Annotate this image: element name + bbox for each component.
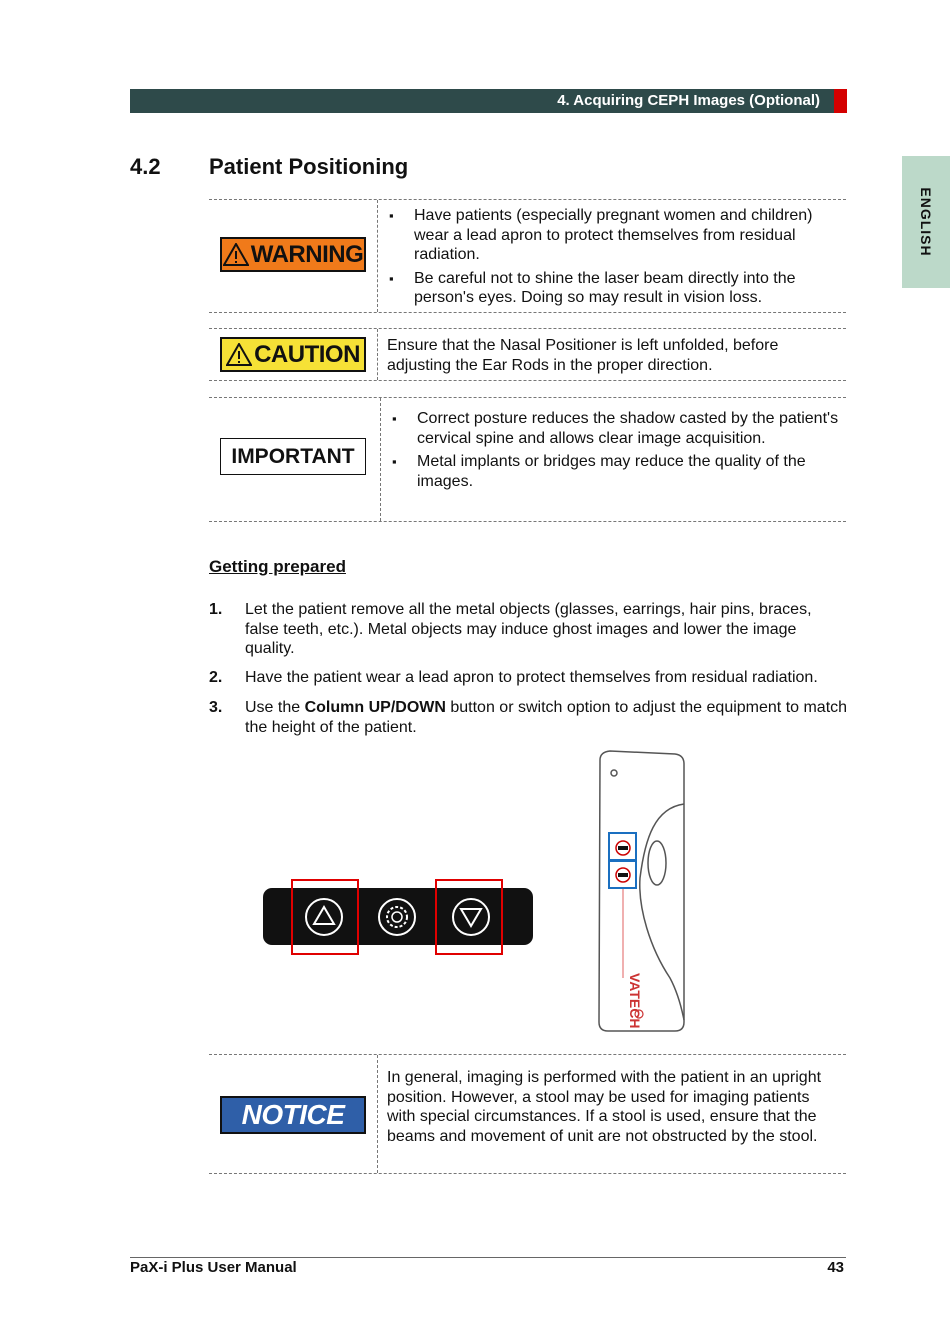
step-number: 2. (209, 669, 223, 686)
notice-box (209, 1054, 846, 1174)
step-item (209, 600, 849, 659)
warning-label (220, 237, 366, 272)
step-number: 1. (209, 601, 223, 618)
list-item: ▪ Metal implants or bridges may reduce the quality of the images. (390, 452, 842, 491)
warning-box (209, 199, 846, 313)
step-text (245, 698, 849, 737)
section-number: 4.2 (130, 154, 161, 179)
box-divider (380, 398, 381, 521)
subsection-heading: Getting prepared (209, 557, 346, 576)
box-divider (377, 1055, 378, 1173)
column-unit-drawing (590, 748, 695, 1036)
step-item (209, 668, 849, 688)
caution-text: Ensure that the Nasal Positioner is left unfolded, before adjusting the Ear Rods in the proper direction. (387, 337, 779, 374)
notice-label: NOTICE (220, 1096, 366, 1134)
language-label: ENGLISH (918, 187, 934, 257)
important-box (209, 397, 846, 522)
box-divider (377, 200, 378, 312)
caution-box (209, 328, 846, 381)
chapter-title: 4. Acquiring CEPH Images (Optional) (557, 92, 820, 109)
list-item: ▪ Correct posture reduces the shadow casted by the patient's cervical spine and allows clear image acquisition. (390, 409, 842, 448)
column-control-panel (262, 878, 534, 956)
important-label: IMPORTANT (220, 438, 366, 475)
caution-triangle-icon (226, 343, 252, 366)
step-text-post: button or switch option to adjust the equipment to match the height of the patient. (245, 699, 848, 736)
footer-rule (130, 1257, 846, 1258)
step-item (209, 698, 849, 737)
language-tab (902, 156, 950, 288)
list-item: ▪ Be careful not to shine the laser beam directly into the person's eyes. Doing so may result in vision loss. (387, 269, 842, 308)
step-text: Have the patient wear a lead apron to protect themselves from residual radiation. (245, 669, 818, 686)
step-number: 3. (209, 699, 223, 716)
warning-triangle-icon (223, 243, 249, 266)
box-divider (377, 329, 378, 380)
caution-label (220, 337, 366, 372)
caution-label-text: CAUTION (254, 340, 360, 368)
page-title: Patient Positioning (209, 154, 409, 179)
step-text-bold: Column UP/DOWN (304, 699, 446, 716)
notice-text: In general, imaging is performed with the patient in an upright position. However, a stool may be used for imaging patients with special circumstances. If a stool is used, ensure that the beams and movement of unit are not obstructed by the stool. (387, 1069, 822, 1145)
step-text-pre: Use the (245, 699, 305, 716)
list-item: ▪ Have patients (especially pregnant women and children) wear a lead apron to protect themselves from residual radiation. (387, 206, 842, 265)
footer-manual-title: PaX-i Plus User Manual (130, 1259, 297, 1276)
column-brand-text: VATECH (627, 973, 643, 1029)
warning-label-text: WARNING (250, 240, 364, 268)
page-number: 43 (827, 1259, 844, 1276)
header-accent (834, 89, 847, 113)
step-text: Let the patient remove all the metal objects (glasses, earrings, hair pins, braces, false teeth, etc.). Metal objects may induce ghost images and lower the image quality. (245, 601, 812, 657)
